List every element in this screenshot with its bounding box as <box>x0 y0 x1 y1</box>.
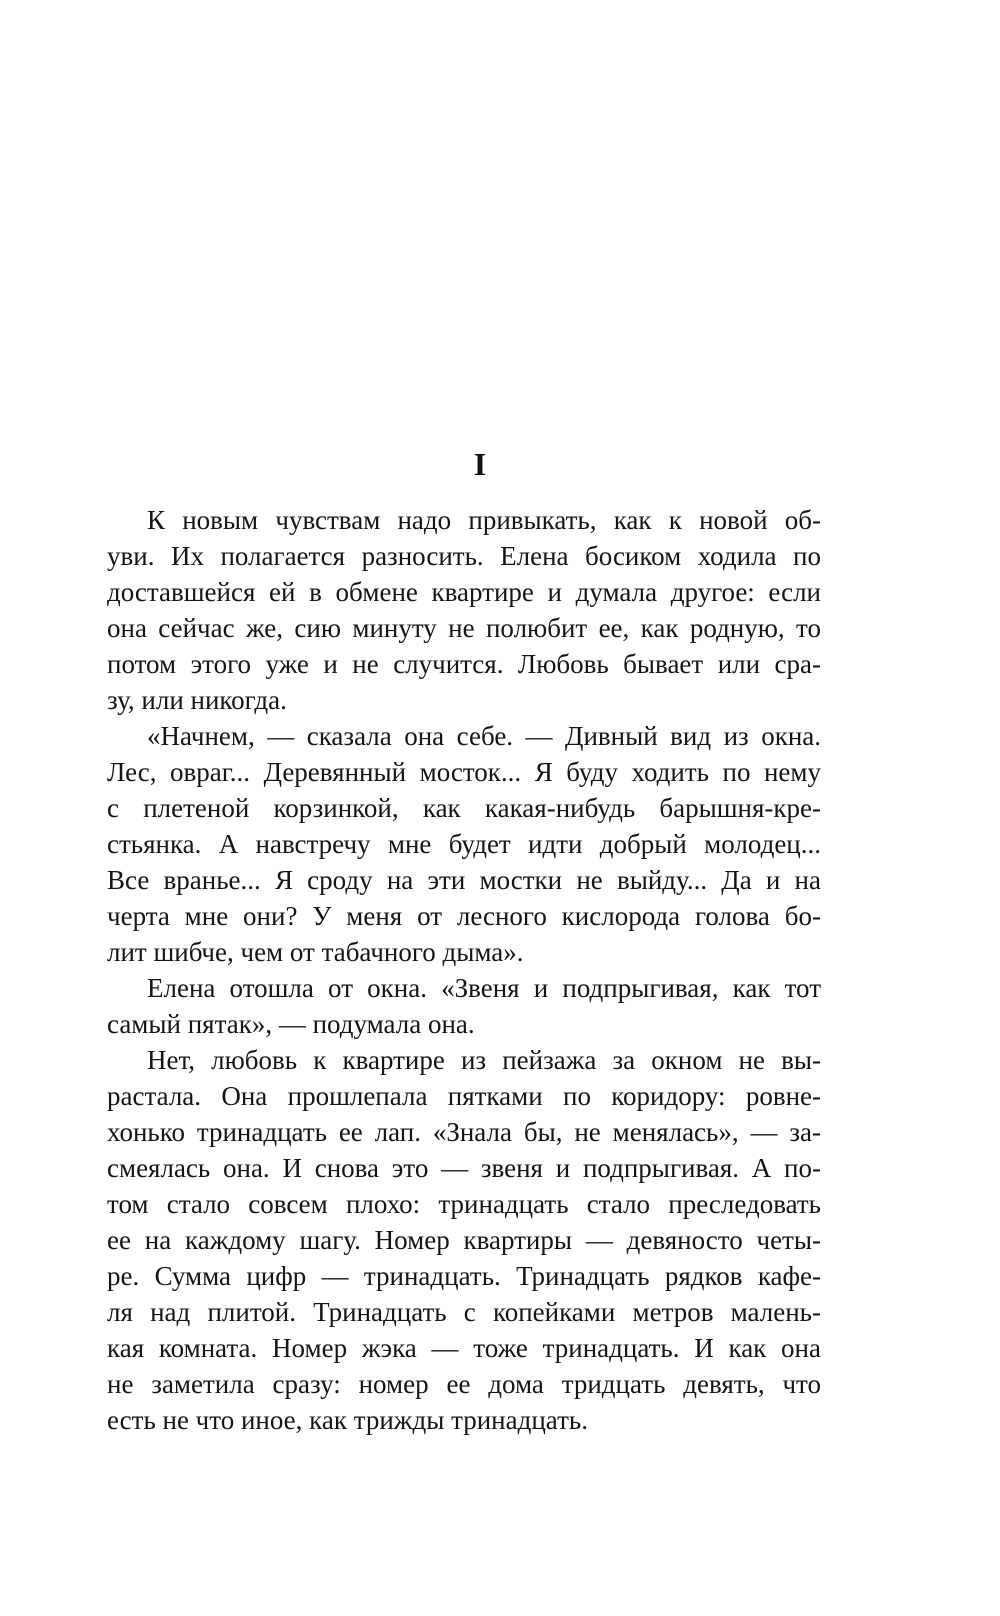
text-line: хонько тринадцать ее лап. «Знала бы, не менялась», — за- <box>107 1117 821 1147</box>
text-line: стьянка. А навстречу мне будет идти добрый молодец... <box>107 829 821 859</box>
text-line: Все вранье... Я сроду на эти мостки не выйду... Да и на <box>107 865 821 895</box>
text-line: не заметила сразу: номер ее дома тридцать девять, что <box>107 1369 821 1399</box>
text-line: с плетеной корзинкой, как какая-нибудь барышня-кре- <box>107 793 821 823</box>
text-line: самый пятак», — подумала она. <box>107 1009 475 1039</box>
text-line: кая комната. Номер жэка — тоже тринадцать. И как она <box>107 1333 821 1363</box>
text-line: Нет, любовь к квартире из пейзажа за окном не вы- <box>147 1045 821 1075</box>
text-line: уви. Их полагается разносить. Елена босиком ходила по <box>107 541 821 571</box>
paragraph-4 <box>107 1042 821 1438</box>
text-line: есть не что иное, как трижды тринадцать. <box>107 1405 588 1435</box>
text-line: ре. Сумма цифр — тринадцать. Тринадцать рядков кафе- <box>107 1261 821 1291</box>
text-line: К новым чувствам надо привыкать, как к новой об- <box>147 505 821 535</box>
text-line: Лес, овраг... Деревянный мосток... Я буду ходить по нему <box>107 757 821 787</box>
text-line: черта мне они? У меня от лесного кислорода голова бо- <box>107 901 821 931</box>
text-line: смеялась она. И снова это — звеня и подпрыгивая. А по- <box>107 1153 821 1183</box>
paragraph-3 <box>107 970 821 1042</box>
text-line: зу, или никогда. <box>107 685 287 715</box>
paragraph-1 <box>107 502 821 718</box>
text-line: растала. Она прошлепала пятками по коридору: ровне- <box>107 1081 821 1111</box>
text-line: доставшейся ей в обмене квартире и думала другое: если <box>107 577 821 607</box>
chapter-title: I <box>473 446 487 482</box>
text-line: том стало совсем плохо: тринадцать стало преследовать <box>107 1189 821 1219</box>
text-line: ля над плитой. Тринадцать с копейками метров малень- <box>107 1297 821 1327</box>
text-line: ее на каждому шагу. Номер квартиры — девяносто четы- <box>107 1225 821 1255</box>
text-line: она сейчас же, сию минуту не полюбит ее, как родную, то <box>107 613 821 643</box>
text-line: потом этого уже и не случится. Любовь бывает или сра- <box>107 649 821 679</box>
text-line: Елена отошла от окна. «Звеня и подпрыгивая, как тот <box>147 973 821 1003</box>
text-line: «Начнем, — сказала она себе. — Дивный вид из окна. <box>147 721 821 751</box>
paragraph-2 <box>107 718 821 970</box>
text-line: лит шибче, чем от табачного дыма». <box>107 937 524 967</box>
chapter-body <box>107 502 821 1438</box>
